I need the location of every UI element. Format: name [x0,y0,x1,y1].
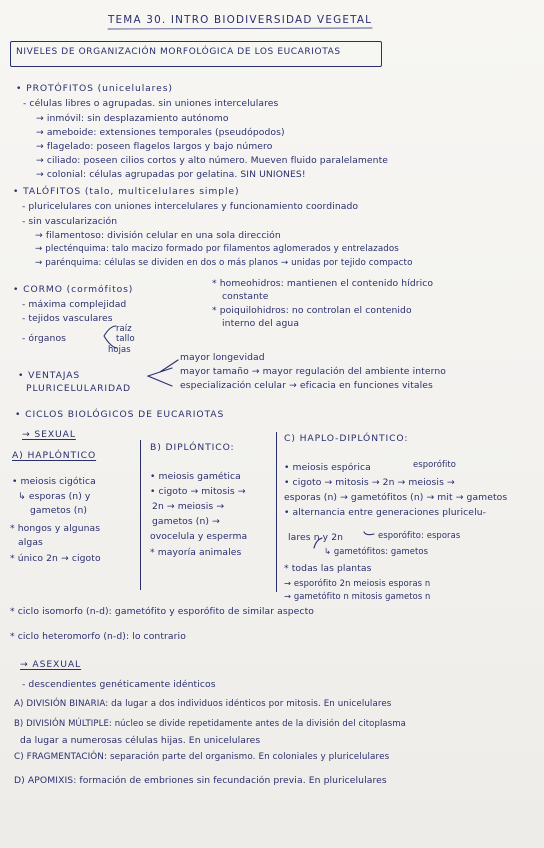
talofitos-line: - pluricelulares con uniones intercelulares y funcionamiento coordinado [22,201,359,212]
isomorfo-line: * ciclo isomorfo (n-d): gametófito y esporófito de similar aspecto [10,606,314,617]
haplontico-title: A) HAPLÓNTICO [12,450,97,461]
diplontico-line: * mayoría animales [150,547,242,558]
cormo-line: - máxima complejidad [22,299,127,310]
diplontico-title: B) DIPLÓNTICO: [150,442,235,453]
talofitos-line: → parénquima: células se dividen en dos o más planos → unidas por tejido compacto [35,258,413,268]
asexual-heading: → ASEXUAL [20,659,82,670]
homeohidros-line: constante [222,291,269,302]
section-title: NIVELES DE ORGANIZACIÓN MORFOLÓGICA DE LOS EUCARIOTAS [16,47,341,57]
protofitos-line: → colonial: células agrupadas por gelatina. SIN UNIONES! [36,169,306,180]
asexual-division-multiple: da lugar a numerosas células hijas. En unicelulares [20,735,261,746]
cormo-line: - tejidos vasculares [22,313,113,324]
diplontico-line: gametos (n) → [152,516,220,527]
haplontico-line: * hongos y algunas [10,523,101,534]
talofitos-line: - sin vascularización [22,216,118,227]
ventajas-item: especialización celular → eficacia en funciones vitales [180,380,433,391]
haplodiplontico-line: lares n y 2n [288,532,344,543]
protofitos-heading: • PROTÓFITOS (unicelulares) [16,83,173,94]
cormo-organ: raíz [116,323,132,333]
poiquilohidros-line: * poiquilohidros: no controlan el contenido [212,305,412,316]
talofitos-line: → plecténquima: talo macizo formado por filamentos aglomerados y entrelazados [35,244,399,254]
homeohidros-line: * homeohidros: mantienen el contenido hídrico [212,278,434,289]
haplodiplontico-line: • alternancia entre generaciones pluricelu- [284,507,487,518]
asexual-division-multiple: B) DIVISIÓN MÚLTIPLE: núcleo se divide repetidamente antes de la división del citoplasma [14,719,406,729]
protofitos-line: → flagelado: poseen flagelos largos y bajo número [36,141,273,152]
ventajas-item: mayor longevidad [180,352,265,363]
diplontico-line: • cigoto → mitosis → [150,486,246,497]
cormo-organ: tallo [116,333,135,343]
haplontico-line: ↳ esporas (n) y [18,491,91,502]
protofitos-line: → ciliado: poseen cilios cortos y alto número. Mueven fluido paralelamente [36,155,389,166]
ciclos-heading: • CICLOS BIOLÓGICOS DE EUCARIOTAS [15,409,225,420]
diplontico-line: ovocelula y esperma [150,531,248,542]
haplodiplontico-line: • meiosis espórica [284,462,371,473]
haplodiplontico-line: • cigoto → mitosis → 2n → meiosis → [284,477,455,488]
haplodiplontico-title: C) HAPLO-DIPLÓNTICO: [284,433,409,444]
asexual-line: - descendientes genéticamente idénticos [22,679,216,690]
column-divider [276,432,277,592]
protofitos-line: → ameboide: extensiones temporales (pseudópodos) [36,127,285,138]
haplodiplontico-line: esporas (n) → gametófitos (n) → mit → gametos [284,492,508,503]
haplodiplontico-line: * todas las plantas [284,563,372,574]
asexual-fragmentacion: C) FRAGMENTACIÓN: separación parte del organismo. En coloniales y pluricelulares [14,752,390,762]
protofitos-line: - células libres o agrupadas. sin uniones intercelulares [23,98,279,109]
protofitos-line: → inmóvil: sin desplazamiento autónomo [36,113,229,124]
haplontico-line: • meiosis cigótica [12,476,96,487]
diplontico-line: • meiosis gamética [150,471,241,482]
cormo-organ: hojas [108,344,131,354]
haplodiplontico-line: ↳ gametófitos: gametos [324,546,429,556]
page-title: TEMA 30. INTRO BIODIVERSIDAD VEGETAL [108,14,373,26]
haplontico-line: gametos (n) [30,505,88,516]
ventajas-item: mayor tamaño → mayor regulación del ambiente interno [180,366,446,377]
diplontico-line: 2n → meiosis → [152,501,225,512]
asexual-apomixis: D) APOMIXIS: formación de embriones sin fecundación previa. En pluricelulares [14,775,387,786]
haplodiplontico-line: → esporófito 2n meiosis esporas n [284,578,431,588]
talofitos-heading: • TALÓFITOS (talo, multicelulares simple) [13,186,240,197]
column-divider [140,440,141,590]
cormo-line: - órganos [22,333,67,344]
talofitos-line: → filamentoso: división celular en una sola dirección [35,230,281,241]
asexual-division-binaria: A) DIVISIÓN BINARIA: da lugar a dos individuos idénticos por mitosis. En unicelulares [14,699,392,709]
poiquilohidros-line: interno del agua [222,318,300,329]
heteromorfo-line: * ciclo heteromorfo (n-d): lo contrario [10,631,186,642]
cormo-heading: • CORMO (cormófitos) [13,284,134,295]
haplodiplontico-line: esporófito: esporas [378,530,461,540]
ventajas-label: • VENTAJAS [18,370,81,381]
sexual-heading: → SEXUAL [22,429,76,440]
haplontico-line: algas [18,537,43,548]
haplontico-line: * único 2n → cigoto [10,553,101,564]
ventajas-label: PLURICELULARIDAD [26,383,132,394]
haplodiplontico-line: esporófito [413,459,457,469]
haplodiplontico-line: → gametófito n mitosis gametos n [284,591,431,601]
